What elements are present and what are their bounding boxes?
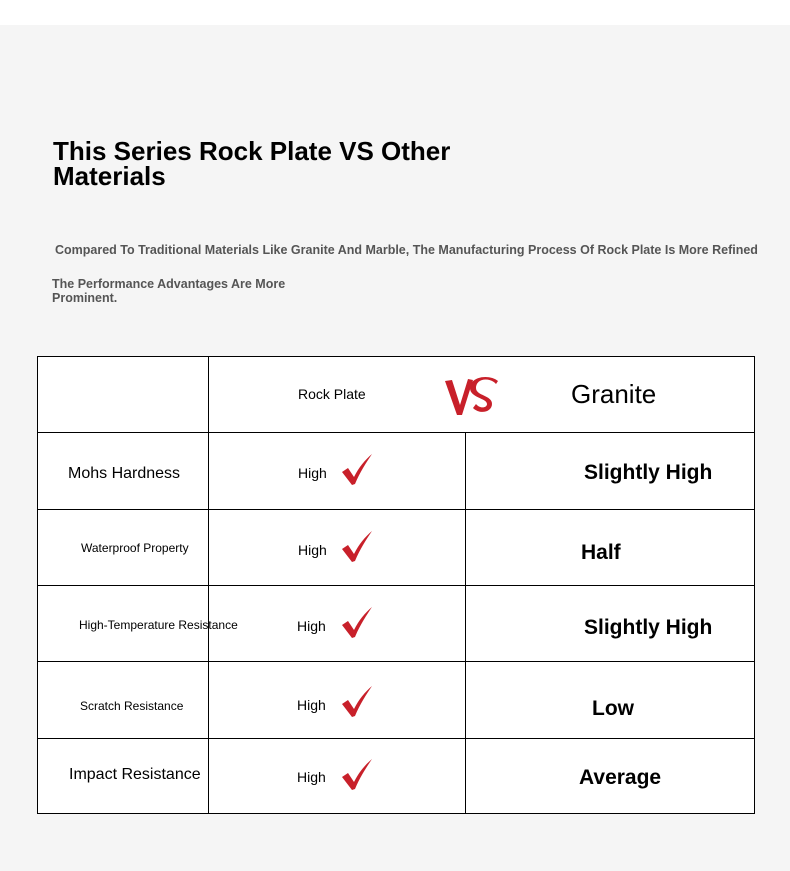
divider-granite-column [465,433,466,813]
row-divider-5 [38,738,754,739]
granite-value: Low [592,697,634,720]
granite-header: Granite [571,379,657,409]
granite-value: Slightly High [584,616,713,639]
checkmark-icon [340,685,374,719]
granite-value: Average [579,766,662,789]
page-title: This Series Rock Plate VS Other Materials [53,136,451,191]
property-label: Waterproof Property [81,541,189,555]
checkmark-icon [340,606,374,640]
rock-plate-value: High [297,769,326,785]
row-divider-4 [38,661,754,662]
description-line-2: The Performance Advantages Are More Prominent. [52,277,286,305]
row-divider-3 [38,585,754,586]
property-label: Scratch Resistance [80,699,184,713]
rock-plate-value: High [298,542,327,558]
granite-value: Half [581,541,621,564]
property-label: Impact Resistance [69,766,201,783]
property-label: High-Temperature Resistance [79,618,238,632]
granite-value: Slightly High [584,461,713,484]
checkmark-icon [340,530,374,564]
property-label: Mohs Hardness [68,465,181,482]
comparison-table [37,356,755,814]
checkmark-icon [340,453,374,487]
rock-plate-value: High [297,697,326,713]
rock-plate-value: High [297,618,326,634]
rock-plate-header: Rock Plate [298,386,366,402]
checkmark-icon [340,758,374,792]
row-divider-1 [38,432,754,433]
description-line-1: Compared To Traditional Materials Like Granite And Marble, The Manufacturing Process Of Rock Plate Is More Refined [55,243,758,257]
vs-logo [442,375,500,419]
rock-plate-value: High [298,465,327,481]
row-divider-2 [38,509,754,510]
